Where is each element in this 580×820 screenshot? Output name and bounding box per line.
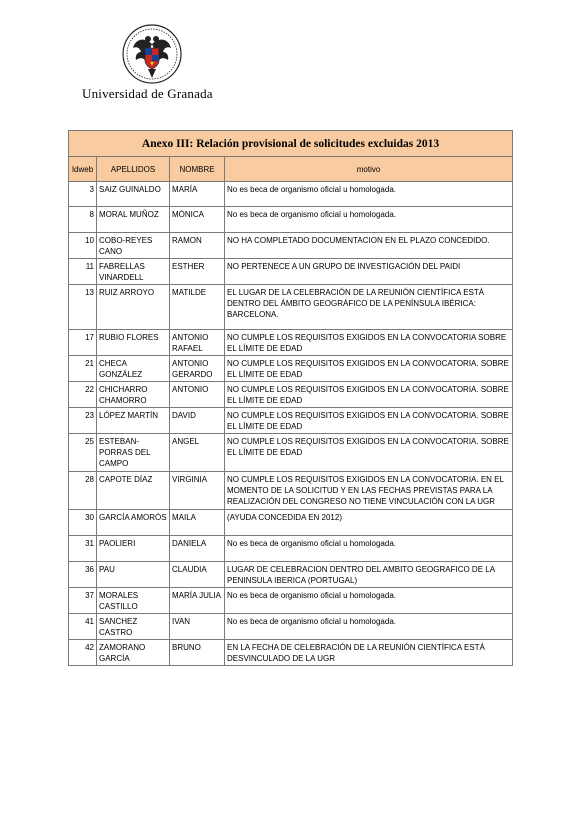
nombre-cell: MARÍA (170, 182, 225, 207)
nombre-cell: ANTONIO (170, 382, 225, 408)
university-seal-logo (121, 22, 183, 86)
motivo-cell: (AYUDA CONCEDIDA EN 2012) (225, 510, 513, 536)
apellidos-cell: SANCHEZ CASTRO (97, 614, 170, 640)
idweb-cell: 31 (69, 536, 97, 562)
motivo-cell: No es beca de organismo oficial u homologada. (225, 182, 513, 207)
idweb-cell: 10 (69, 233, 97, 259)
column-header-idweb: Idweb (69, 157, 97, 182)
column-header-motivo: motivo (225, 157, 513, 182)
excluded-applications-table (68, 130, 513, 666)
nombre-cell: CLAUDIA (170, 562, 225, 588)
nombre-cell: MATILDE (170, 285, 225, 330)
apellidos-cell: RUIZ ARROYO (97, 285, 170, 330)
idweb-cell: 3 (69, 182, 97, 207)
apellidos-cell: PAOLIERI (97, 536, 170, 562)
table-row (69, 472, 513, 510)
nombre-cell: IVAN (170, 614, 225, 640)
motivo-cell: NO CUMPLE LOS REQUISITOS EXIGIDOS EN LA CONVOCATORIA. SOBRE EL LÍMITE DE EDAD (225, 382, 513, 408)
table-row (69, 207, 513, 233)
motivo-cell: No es beca de organismo oficial u homologada. (225, 207, 513, 233)
motivo-cell: EL LUGAR DE LA CELEBRACIÓN DE LA REUNIÓN CIENTÍFICA ESTÁ DENTRO DEL ÁMBITO GEOGRÁFICO DE LA PENÍNSULA IBÉRICA: BARCELONA. (225, 285, 513, 330)
apellidos-cell: ESTEBAN-PORRAS DEL CAMPO (97, 434, 170, 472)
apellidos-cell: CHICHARRO CHAMORRO (97, 382, 170, 408)
idweb-cell: 37 (69, 588, 97, 614)
idweb-cell: 28 (69, 472, 97, 510)
idweb-cell: 36 (69, 562, 97, 588)
table-row (69, 536, 513, 562)
apellidos-cell: PAU (97, 562, 170, 588)
nombre-cell: VIRGINIA (170, 472, 225, 510)
apellidos-cell: MORALES CASTILLO (97, 588, 170, 614)
nombre-cell: MAILA (170, 510, 225, 536)
motivo-cell: NO CUMPLE LOS REQUISITOS EXIGIDOS EN LA CONVOCATORIA. SOBRE EL LÍMITE DE EDAD (225, 408, 513, 434)
motivo-cell: NO CUMPLE LOS REQUISITOS EXIGIDOS EN LA CONVOCATORIA. EN EL MOMENTO DE LA SOLICITUD Y EN LAS FECHAS PREVISTAS PARA LA REALIZACIÓN DEL CONGRESO NO TIENE VINCULACIÓN CON LA UGR (225, 472, 513, 510)
table-header-row (69, 157, 513, 182)
apellidos-cell: LÓPEZ MARTÍN (97, 408, 170, 434)
idweb-cell: 22 (69, 382, 97, 408)
motivo-cell: NO CUMPLE LOS REQUISITOS EXIGIDOS EN LA CONVOCATORIA SOBRE EL LÍMITE DE EDAD (225, 330, 513, 356)
apellidos-cell: ZAMORANO GARCÍA (97, 640, 170, 666)
table-row (69, 382, 513, 408)
nombre-cell: RAMON (170, 233, 225, 259)
apellidos-cell: CAPOTE DÍAZ (97, 472, 170, 510)
apellidos-cell: MORAL MUÑOZ (97, 207, 170, 233)
apellidos-cell: CHECA GONZÁLEZ (97, 356, 170, 382)
apellidos-cell: GARCÍA AMORÓS (97, 510, 170, 536)
table-row (69, 259, 513, 285)
table-row (69, 182, 513, 207)
motivo-cell: NO CUMPLE LOS REQUISITOS EXIGIDOS EN LA CONVOCATORIA. SOBRE EL LÍMITE DE EDAD (225, 356, 513, 382)
university-name: Universidad de Granada (82, 86, 213, 101)
table-row (69, 562, 513, 588)
table-row (69, 408, 513, 434)
table-row (69, 356, 513, 382)
idweb-cell: 11 (69, 259, 97, 285)
table-title: Anexo III: Relación provisional de solicitudes excluidas 2013 (69, 131, 513, 157)
motivo-cell: NO CUMPLE LOS REQUISITOS EXIGIDOS EN LA CONVOCATORIA. SOBRE EL LÍMITE DE EDAD (225, 434, 513, 472)
table-row (69, 330, 513, 356)
idweb-cell: 17 (69, 330, 97, 356)
apellidos-cell: SAIZ GUINALDO (97, 182, 170, 207)
table-row (69, 614, 513, 640)
idweb-cell: 21 (69, 356, 97, 382)
idweb-cell: 41 (69, 614, 97, 640)
motivo-cell: LUGAR DE CELEBRACION DENTRO DEL AMBITO GEOGRAFICO DE LA PENINSULA IBERICA (PORTUGAL) (225, 562, 513, 588)
table-row (69, 233, 513, 259)
motivo-cell: No es beca de organismo oficial u homologada. (225, 588, 513, 614)
table-row (69, 588, 513, 614)
table-row (69, 285, 513, 330)
nombre-cell: DANIELA (170, 536, 225, 562)
nombre-cell: DAVID (170, 408, 225, 434)
motivo-cell: NO PERTENECE A UN GRUPO DE INVESTIGACIÓN DEL PAIDI (225, 259, 513, 285)
motivo-cell: No es beca de organismo oficial u homologada. (225, 614, 513, 640)
table-row (69, 510, 513, 536)
nombre-cell: MÓNICA (170, 207, 225, 233)
nombre-cell: BRUNO (170, 640, 225, 666)
nombre-cell: ANGEL (170, 434, 225, 472)
nombre-cell: ESTHER (170, 259, 225, 285)
idweb-cell: 30 (69, 510, 97, 536)
apellidos-cell: COBO-REYES CANO (97, 233, 170, 259)
table-row (69, 640, 513, 666)
idweb-cell: 42 (69, 640, 97, 666)
apellidos-cell: FABRELLAS VINARDELL (97, 259, 170, 285)
idweb-cell: 13 (69, 285, 97, 330)
column-header-nombre: NOMBRE (170, 157, 225, 182)
motivo-cell: No es beca de organismo oficial u homologada. (225, 536, 513, 562)
nombre-cell: MARÍA JULIA (170, 588, 225, 614)
apellidos-cell: RUBIO FLORES (97, 330, 170, 356)
nombre-cell: ANTONIO GERARDO (170, 356, 225, 382)
motivo-cell: EN LA FECHA DE CELEBRACIÓN DE LA REUNIÓN CIENTÍFICA ESTÁ DESVINCULADO DE LA UGR (225, 640, 513, 666)
idweb-cell: 23 (69, 408, 97, 434)
table-row (69, 434, 513, 472)
idweb-cell: 8 (69, 207, 97, 233)
idweb-cell: 25 (69, 434, 97, 472)
nombre-cell: ANTONIO RAFAEL (170, 330, 225, 356)
motivo-cell: NO HA COMPLETADO DOCUMENTACION EN EL PLAZO CONCEDIDO. (225, 233, 513, 259)
column-header-apellidos: APELLIDOS (97, 157, 170, 182)
